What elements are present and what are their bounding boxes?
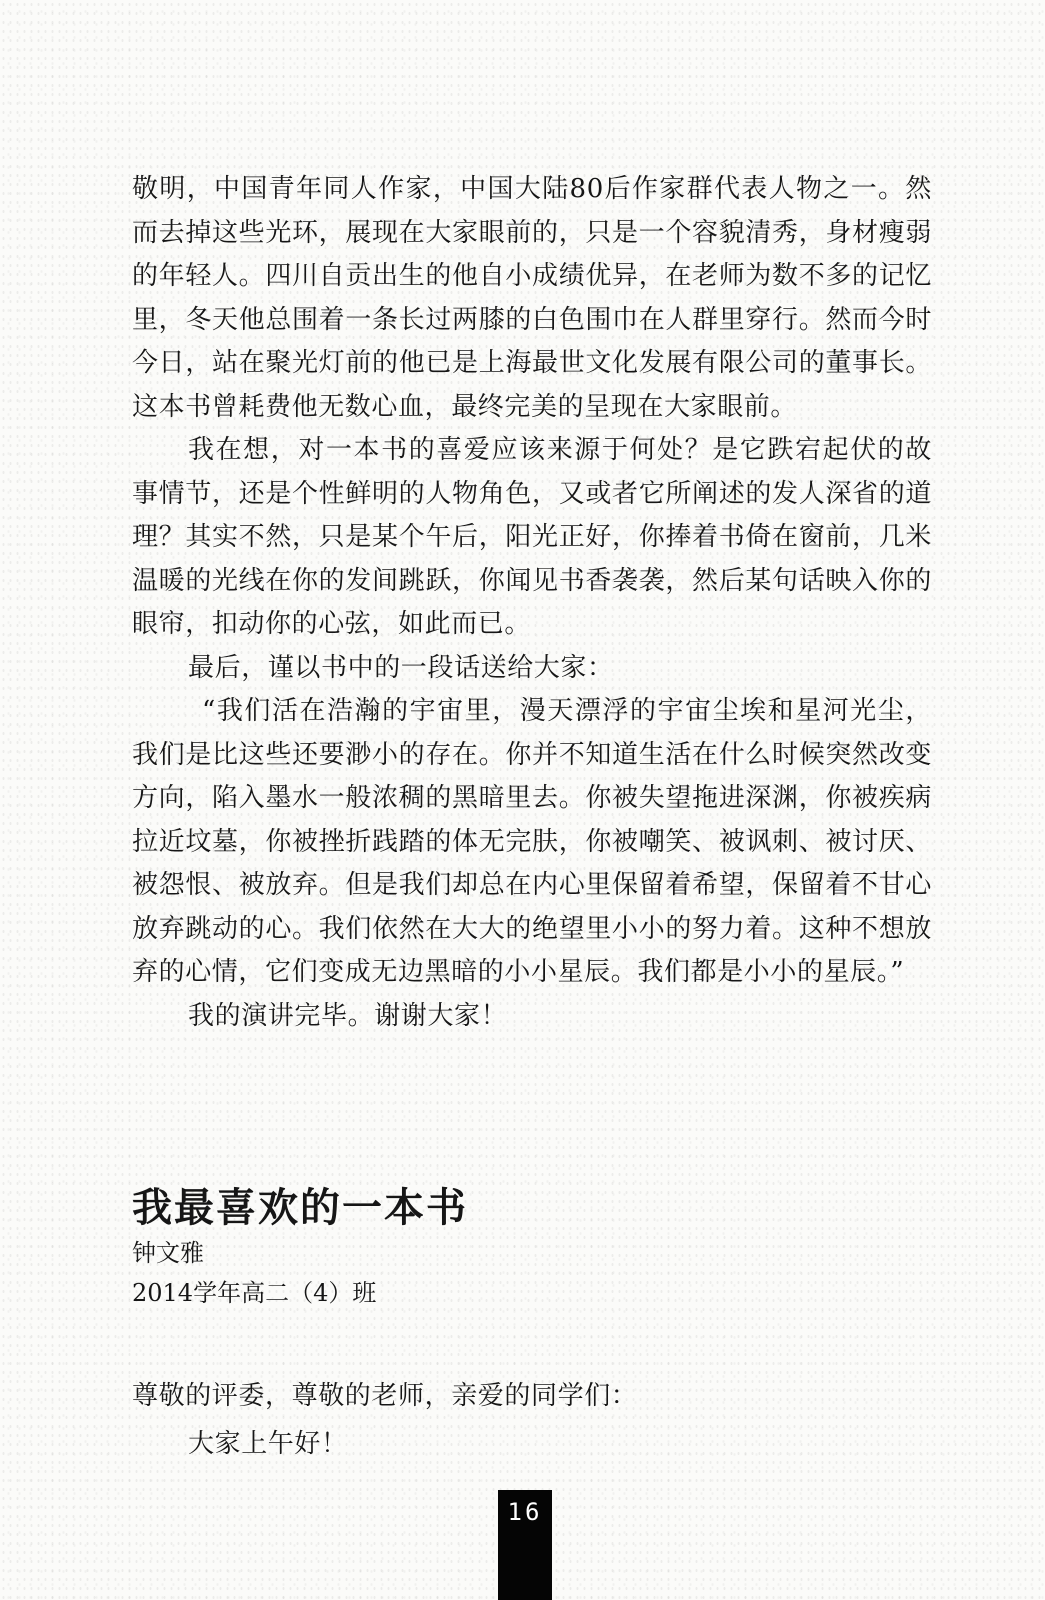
greeting-line: 大家上午好！ xyxy=(188,1429,348,1459)
next-article-header xyxy=(132,1183,932,1313)
paragraph-closing: 我的演讲完毕。谢谢大家！ xyxy=(188,1000,508,1031)
paragraph-quote: “我们活在浩瀚的宇宙里，漫天漂浮的宇宙尘埃和星河光尘，我们是比这些还要渺小的存在。你并不知道生活在什么时候突然改变方向，陷入墨水一般浓稠的黑暗里去。你被失望拖进深渊，你被疾病拉近坟墓，你被挫折践踏的体无完肤，你被嘲笑、被讽刺、被讨厌、被怨恨、被放弃。但是我们却总在内心里保留着希望，保留着不甘心放弃跳动的心。我们依然在大大的绝望里小小的努力着。这种不想放弃的心情，它们变成无边黑暗的小小星辰。我们都是小小的星辰。” xyxy=(132,696,932,987)
salutation: 尊敬的评委，尊敬的老师，亲爱的同学们： xyxy=(132,1381,638,1411)
section-title: 我最喜欢的一本书 xyxy=(132,1185,468,1231)
author-class: 2014学年高二（4）班 xyxy=(132,1279,377,1307)
author-name: 钟文雅 xyxy=(132,1239,204,1267)
next-article-opening xyxy=(132,1372,932,1468)
paragraph-quote-intro: 最后，谨以书中的一段话送给大家： xyxy=(188,652,614,683)
article-body xyxy=(132,168,932,1038)
paragraph-book-love: 我在想，对一本书的喜爱应该来源于何处？是它跌宕起伏的故事情节，还是个性鲜明的人物角色，又或者它所阐述的发人深省的道理？其实不然，只是某个午后，阳光正好，你捧着书倚在窗前，几米温暖的光线在你的发间跳跃，你闻见书香袭袭，然后某句话映入你的眼帘，扣动你的心弦，如此而已。 xyxy=(132,435,932,639)
paragraph-author-bio: 敬明，中国青年同人作家，中国大陆80后作家群代表人物之一。然而去掉这些光环，展现在大家眼前的，只是一个容貌清秀，身材瘦弱的年轻人。四川自贡出生的他自小成绩优异，在老师为数不多的记忆里，冬天他总围着一条长过两膝的白色围巾在人群里穿行。然而今时今日，站在聚光灯前的他已是上海最世文化发展有限公司的董事长。这本书曾耗费他无数心血，最终完美的呈现在大家眼前。 xyxy=(132,174,932,422)
page-number: 16 xyxy=(498,1490,552,1600)
